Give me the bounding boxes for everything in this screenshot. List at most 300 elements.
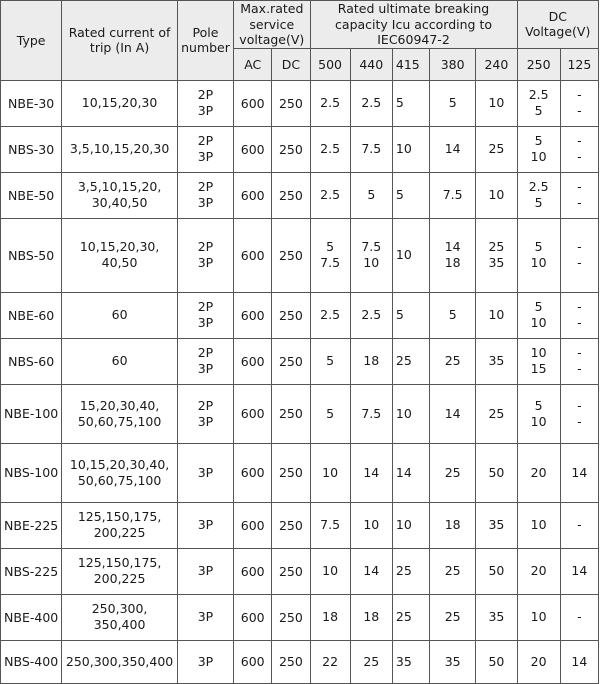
table-row (1, 80, 599, 126)
cell-dc-250-line: 10 (530, 413, 547, 429)
cell-dc-250-line: 5 (534, 397, 543, 413)
cell-380 (430, 292, 476, 338)
cell-dc-125-line: - (577, 609, 582, 625)
cell-500 (310, 126, 350, 172)
table-row (1, 172, 599, 218)
cell-500-line: 2.5 (320, 187, 341, 203)
cell-500-line: 2.5 (320, 95, 341, 111)
cell-415-line: 25 (395, 563, 412, 579)
cell-500-line: 7.5 (320, 255, 341, 271)
cell-240-line: 50 (488, 653, 505, 669)
cell-poles-line: 2P (197, 239, 214, 255)
cell-500 (310, 502, 350, 548)
cell-rated-current-line: 250,300,350,400 (65, 653, 174, 669)
cell-415 (392, 172, 429, 218)
cell-500-line: 5 (326, 239, 335, 255)
cell-poles (177, 384, 233, 443)
cell-240 (476, 292, 517, 338)
cell-rated-current-line: 350,400 (93, 617, 146, 633)
cell-poles (177, 548, 233, 594)
header-pole-number: Pole number (177, 1, 233, 81)
cell-415-line: 10 (395, 141, 412, 157)
cell-415 (392, 126, 429, 172)
cell-dc-250 (517, 502, 560, 548)
cell-poles (177, 594, 233, 640)
cell-500-line: 2.5 (320, 307, 341, 323)
cell-dc-250-line: 10 (530, 517, 547, 533)
cell-dc-250-line: 20 (530, 563, 547, 579)
cell-rated-current-line: 50,60,75,100 (77, 472, 162, 488)
cell-440 (350, 338, 392, 384)
cell-500 (310, 548, 350, 594)
table-row (1, 502, 599, 548)
cell-rated-current-line: 40,50 (101, 255, 138, 271)
cell-dc: 250 (272, 640, 310, 683)
header-max-voltage: Max.rated service voltage(V) (234, 1, 310, 49)
cell-415 (392, 502, 429, 548)
cell-440 (350, 172, 392, 218)
cell-dc-125 (560, 338, 598, 384)
cell-dc-125 (560, 548, 598, 594)
cell-240-line: 25 (488, 239, 505, 255)
cell-dc-125-line: - (577, 239, 582, 255)
cell-poles (177, 640, 233, 683)
cell-dc: 250 (272, 548, 310, 594)
cell-dc-250 (517, 594, 560, 640)
table-row (1, 126, 599, 172)
subheader-440: 440 (350, 48, 392, 80)
cell-500 (310, 443, 350, 502)
cell-dc: 250 (272, 594, 310, 640)
cell-rated-current-line: 10,15,20,30, (79, 239, 160, 255)
cell-rated-current (62, 443, 178, 502)
cell-rated-current (62, 594, 178, 640)
cell-dc-125-line: - (577, 345, 582, 361)
cell-415 (392, 338, 429, 384)
cell-415-line: 5 (395, 95, 404, 111)
cell-240-line: 35 (488, 353, 505, 369)
table-row (1, 594, 599, 640)
cell-dc: 250 (272, 172, 310, 218)
cell-rated-current (62, 218, 178, 292)
cell-380 (430, 384, 476, 443)
cell-500-line: 7.5 (320, 517, 341, 533)
table-row (1, 218, 599, 292)
cell-rated-current (62, 126, 178, 172)
cell-440 (350, 640, 392, 683)
cell-poles-line: 2P (197, 87, 214, 103)
cell-dc-250-line: 20 (530, 464, 547, 480)
cell-380-line: 14 (444, 239, 461, 255)
cell-500 (310, 292, 350, 338)
cell-440-line: 7.5 (361, 239, 382, 255)
cell-dc-125 (560, 594, 598, 640)
cell-500-line: 18 (322, 609, 339, 625)
cell-dc-125 (560, 502, 598, 548)
cell-240-line: 50 (488, 563, 505, 579)
cell-type: NBE-225 (1, 502, 62, 548)
cell-dc-250-line: 2.5 (528, 87, 549, 103)
cell-poles-line: 3P (197, 361, 214, 377)
cell-240 (476, 80, 517, 126)
cell-poles-line: 3P (197, 609, 214, 625)
cell-dc-250-line: 20 (530, 653, 547, 669)
cell-poles-line: 3P (197, 413, 214, 429)
subheader-240: 240 (476, 48, 517, 80)
cell-500-line: 2.5 (320, 141, 341, 157)
cell-poles (177, 338, 233, 384)
cell-500 (310, 384, 350, 443)
cell-380 (430, 594, 476, 640)
cell-type: NBS-225 (1, 548, 62, 594)
cell-240 (476, 640, 517, 683)
cell-type: NBE-30 (1, 80, 62, 126)
cell-380-line: 18 (444, 255, 461, 271)
table-row (1, 443, 599, 502)
cell-dc: 250 (272, 292, 310, 338)
cell-240 (476, 594, 517, 640)
cell-380-line: 25 (444, 464, 461, 480)
cell-type: NBS-50 (1, 218, 62, 292)
cell-380-line: 14 (444, 405, 461, 421)
cell-poles (177, 218, 233, 292)
cell-415-line: 10 (395, 247, 412, 263)
cell-rated-current-line: 30,40,50 (91, 195, 148, 211)
cell-poles-line: 3P (197, 563, 214, 579)
cell-440 (350, 218, 392, 292)
cell-rated-current (62, 80, 178, 126)
cell-poles (177, 292, 233, 338)
cell-poles-line: 2P (197, 345, 214, 361)
table-row (1, 384, 599, 443)
cell-type: NBE-50 (1, 172, 62, 218)
cell-500 (310, 172, 350, 218)
table-body (1, 80, 599, 683)
cell-440-line: 7.5 (361, 141, 382, 157)
cell-380-line: 5 (448, 95, 457, 111)
cell-dc-250 (517, 548, 560, 594)
cell-type: NBS-100 (1, 443, 62, 502)
cell-dc-250-line: 15 (530, 361, 547, 377)
cell-415-line: 14 (395, 464, 412, 480)
cell-rated-current-line: 200,225 (93, 571, 146, 587)
cell-poles-line: 2P (197, 397, 214, 413)
cell-dc-125 (560, 218, 598, 292)
cell-415-line: 10 (395, 405, 412, 421)
cell-rated-current (62, 548, 178, 594)
cell-dc-125-line: - (577, 133, 582, 149)
cell-dc-250 (517, 218, 560, 292)
cell-dc-250-line: 5 (534, 299, 543, 315)
cell-rated-current (62, 172, 178, 218)
cell-380 (430, 80, 476, 126)
cell-dc-250-line: 10 (530, 315, 547, 331)
cell-dc-125 (560, 172, 598, 218)
cell-poles-line: 3P (197, 103, 214, 119)
cell-380-line: 14 (444, 141, 461, 157)
subheader-dc-125: 125 (560, 48, 598, 80)
cell-415-line: 25 (395, 353, 412, 369)
cell-poles-line: 2P (197, 179, 214, 195)
cell-240 (476, 172, 517, 218)
cell-240 (476, 443, 517, 502)
cell-poles-line: 3P (197, 315, 214, 331)
cell-ac: 600 (234, 548, 272, 594)
cell-ac: 600 (234, 126, 272, 172)
cell-500-line: 5 (326, 353, 335, 369)
cell-ac: 600 (234, 384, 272, 443)
cell-240-line: 50 (488, 464, 505, 480)
cell-dc: 250 (272, 218, 310, 292)
cell-dc-125-line: - (577, 103, 582, 119)
cell-ac: 600 (234, 443, 272, 502)
subheader-500: 500 (310, 48, 350, 80)
cell-440 (350, 443, 392, 502)
cell-500 (310, 640, 350, 683)
cell-type: NBS-400 (1, 640, 62, 683)
subheader-ac: AC (234, 48, 272, 80)
cell-type: NBS-60 (1, 338, 62, 384)
cell-240-line: 25 (488, 405, 505, 421)
cell-dc-250 (517, 338, 560, 384)
cell-dc-250-line: 10 (530, 149, 547, 165)
cell-dc-250-line: 10 (530, 345, 547, 361)
cell-440 (350, 384, 392, 443)
cell-440-line: 5 (367, 187, 376, 203)
cell-415 (392, 594, 429, 640)
cell-500 (310, 594, 350, 640)
cell-440-line: 7.5 (361, 405, 382, 421)
cell-240 (476, 218, 517, 292)
cell-dc: 250 (272, 126, 310, 172)
header-rated-current: Rated current of trip (In A) (62, 1, 178, 81)
cell-poles (177, 443, 233, 502)
cell-380 (430, 126, 476, 172)
cell-dc-125-line: - (577, 195, 582, 211)
cell-240 (476, 502, 517, 548)
cell-dc-250 (517, 80, 560, 126)
cell-240 (476, 126, 517, 172)
cell-dc-125-line: - (577, 255, 582, 271)
cell-poles-line: 3P (197, 255, 214, 271)
cell-poles (177, 172, 233, 218)
cell-440-line: 2.5 (361, 95, 382, 111)
cell-poles-line: 2P (197, 133, 214, 149)
cell-ac: 600 (234, 172, 272, 218)
cell-380-line: 25 (444, 563, 461, 579)
cell-dc: 250 (272, 502, 310, 548)
cell-rated-current-line: 50,60,75,100 (77, 413, 162, 429)
cell-415 (392, 80, 429, 126)
cell-rated-current-line: 10,15,20,30 (81, 95, 158, 111)
cell-rated-current-line: 3,5,10,15,20, (77, 179, 162, 195)
cell-ac: 600 (234, 338, 272, 384)
cell-dc-125-line: - (577, 87, 582, 103)
cell-dc-250 (517, 126, 560, 172)
cell-rated-current-line: 60 (111, 353, 128, 369)
cell-440 (350, 126, 392, 172)
cell-240 (476, 384, 517, 443)
cell-440-line: 18 (363, 609, 380, 625)
cell-rated-current-line: 3,5,10,15,20,30 (69, 141, 170, 157)
subheader-dc: DC (272, 48, 310, 80)
cell-dc-125 (560, 126, 598, 172)
cell-poles-line: 3P (197, 517, 214, 533)
cell-poles-line: 3P (197, 149, 214, 165)
cell-ac: 600 (234, 594, 272, 640)
subheader-415: 415 (392, 48, 429, 80)
cell-500-line: 10 (322, 563, 339, 579)
cell-rated-current (62, 502, 178, 548)
cell-380-line: 25 (444, 609, 461, 625)
cell-ac: 600 (234, 502, 272, 548)
header-dc-voltage: DC Voltage(V) (517, 1, 598, 49)
cell-dc: 250 (272, 80, 310, 126)
cell-415 (392, 292, 429, 338)
cell-dc-125-line: 14 (571, 464, 588, 480)
cell-415 (392, 443, 429, 502)
cell-dc-250 (517, 640, 560, 683)
cell-240-line: 35 (488, 255, 505, 271)
cell-dc-125-line: - (577, 315, 582, 331)
cell-dc: 250 (272, 443, 310, 502)
cell-dc: 250 (272, 338, 310, 384)
cell-380 (430, 640, 476, 683)
cell-440-line: 14 (363, 464, 380, 480)
cell-380 (430, 443, 476, 502)
cell-dc-125-line: - (577, 299, 582, 315)
cell-dc-125-line: - (577, 179, 582, 195)
cell-type: NBS-30 (1, 126, 62, 172)
cell-dc-125-line: 14 (571, 653, 588, 669)
cell-rated-current (62, 640, 178, 683)
cell-rated-current-line: 250,300, (91, 601, 148, 617)
cell-415-line: 5 (395, 187, 404, 203)
subheader-dc-250: 250 (517, 48, 560, 80)
cell-500-line: 10 (322, 464, 339, 480)
cell-240 (476, 548, 517, 594)
cell-440-line: 25 (363, 653, 380, 669)
cell-type: NBE-100 (1, 384, 62, 443)
cell-dc-250 (517, 172, 560, 218)
cell-500-line: 5 (326, 405, 335, 421)
cell-440-line: 14 (363, 563, 380, 579)
cell-500 (310, 80, 350, 126)
cell-dc-125-line: - (577, 413, 582, 429)
cell-ac: 600 (234, 640, 272, 683)
cell-dc-125 (560, 443, 598, 502)
cell-dc-125 (560, 384, 598, 443)
cell-rated-current (62, 338, 178, 384)
cell-rated-current-line: 60 (111, 307, 128, 323)
cell-dc-125-line: - (577, 517, 582, 533)
cell-440 (350, 594, 392, 640)
cell-415 (392, 640, 429, 683)
cell-rated-current (62, 292, 178, 338)
cell-415 (392, 218, 429, 292)
table-row (1, 292, 599, 338)
cell-440-line: 18 (363, 353, 380, 369)
cell-dc-125-line: - (577, 361, 582, 377)
cell-dc-250-line: 5 (534, 133, 543, 149)
cell-rated-current-line: 200,225 (93, 525, 146, 541)
cell-dc-125-line: 14 (571, 563, 588, 579)
cell-dc-250-line: 2.5 (528, 179, 549, 195)
cell-dc-125-line: - (577, 149, 582, 165)
cell-dc-125 (560, 640, 598, 683)
cell-rated-current-line: 125,150,175, (77, 555, 162, 571)
cell-240-line: 10 (488, 95, 505, 111)
cell-ac: 600 (234, 80, 272, 126)
header-type: Type (1, 1, 62, 81)
cell-poles (177, 502, 233, 548)
cell-rated-current-line: 15,20,30,40, (79, 397, 160, 413)
table-row (1, 548, 599, 594)
cell-dc-250-line: 5 (534, 239, 543, 255)
cell-poles-line: 3P (197, 464, 214, 480)
cell-dc: 250 (272, 384, 310, 443)
cell-ac: 600 (234, 218, 272, 292)
cell-dc-125 (560, 80, 598, 126)
cell-440 (350, 548, 392, 594)
cell-poles-line: 2P (197, 299, 214, 315)
table-row (1, 338, 599, 384)
cell-dc-250 (517, 443, 560, 502)
cell-poles-line: 3P (197, 653, 214, 669)
cell-380 (430, 218, 476, 292)
cell-dc-125 (560, 292, 598, 338)
cell-440-line: 10 (363, 255, 380, 271)
cell-440 (350, 80, 392, 126)
cell-dc-250 (517, 292, 560, 338)
cell-380-line: 35 (444, 653, 461, 669)
cell-415-line: 5 (395, 307, 404, 323)
cell-rated-current (62, 384, 178, 443)
cell-380 (430, 502, 476, 548)
cell-dc-250-line: 5 (534, 195, 543, 211)
cell-415-line: 10 (395, 517, 412, 533)
cell-dc-250-line: 10 (530, 609, 547, 625)
cell-type: NBE-400 (1, 594, 62, 640)
cell-dc-125-line: - (577, 397, 582, 413)
cell-415 (392, 548, 429, 594)
cell-poles (177, 80, 233, 126)
cell-rated-current-line: 10,15,20,30,40, (69, 456, 170, 472)
cell-415 (392, 384, 429, 443)
cell-440 (350, 292, 392, 338)
cell-380-line: 18 (444, 517, 461, 533)
cell-500-line: 22 (322, 653, 339, 669)
cell-240-line: 35 (488, 517, 505, 533)
cell-500 (310, 218, 350, 292)
cell-500 (310, 338, 350, 384)
cell-poles-line: 3P (197, 195, 214, 211)
cell-440 (350, 502, 392, 548)
cell-dc-250-line: 5 (534, 103, 543, 119)
cell-380 (430, 548, 476, 594)
cell-240-line: 25 (488, 141, 505, 157)
cell-380 (430, 172, 476, 218)
cell-415-line: 25 (395, 609, 412, 625)
cell-240-line: 35 (488, 609, 505, 625)
cell-240 (476, 338, 517, 384)
subheader-380: 380 (430, 48, 476, 80)
cell-dc-250 (517, 384, 560, 443)
cell-440-line: 2.5 (361, 307, 382, 323)
cell-poles (177, 126, 233, 172)
cell-ac: 600 (234, 292, 272, 338)
header-breaking-capacity: Rated ultimate breaking capacity Icu according to IEC60947-2 (310, 1, 517, 49)
